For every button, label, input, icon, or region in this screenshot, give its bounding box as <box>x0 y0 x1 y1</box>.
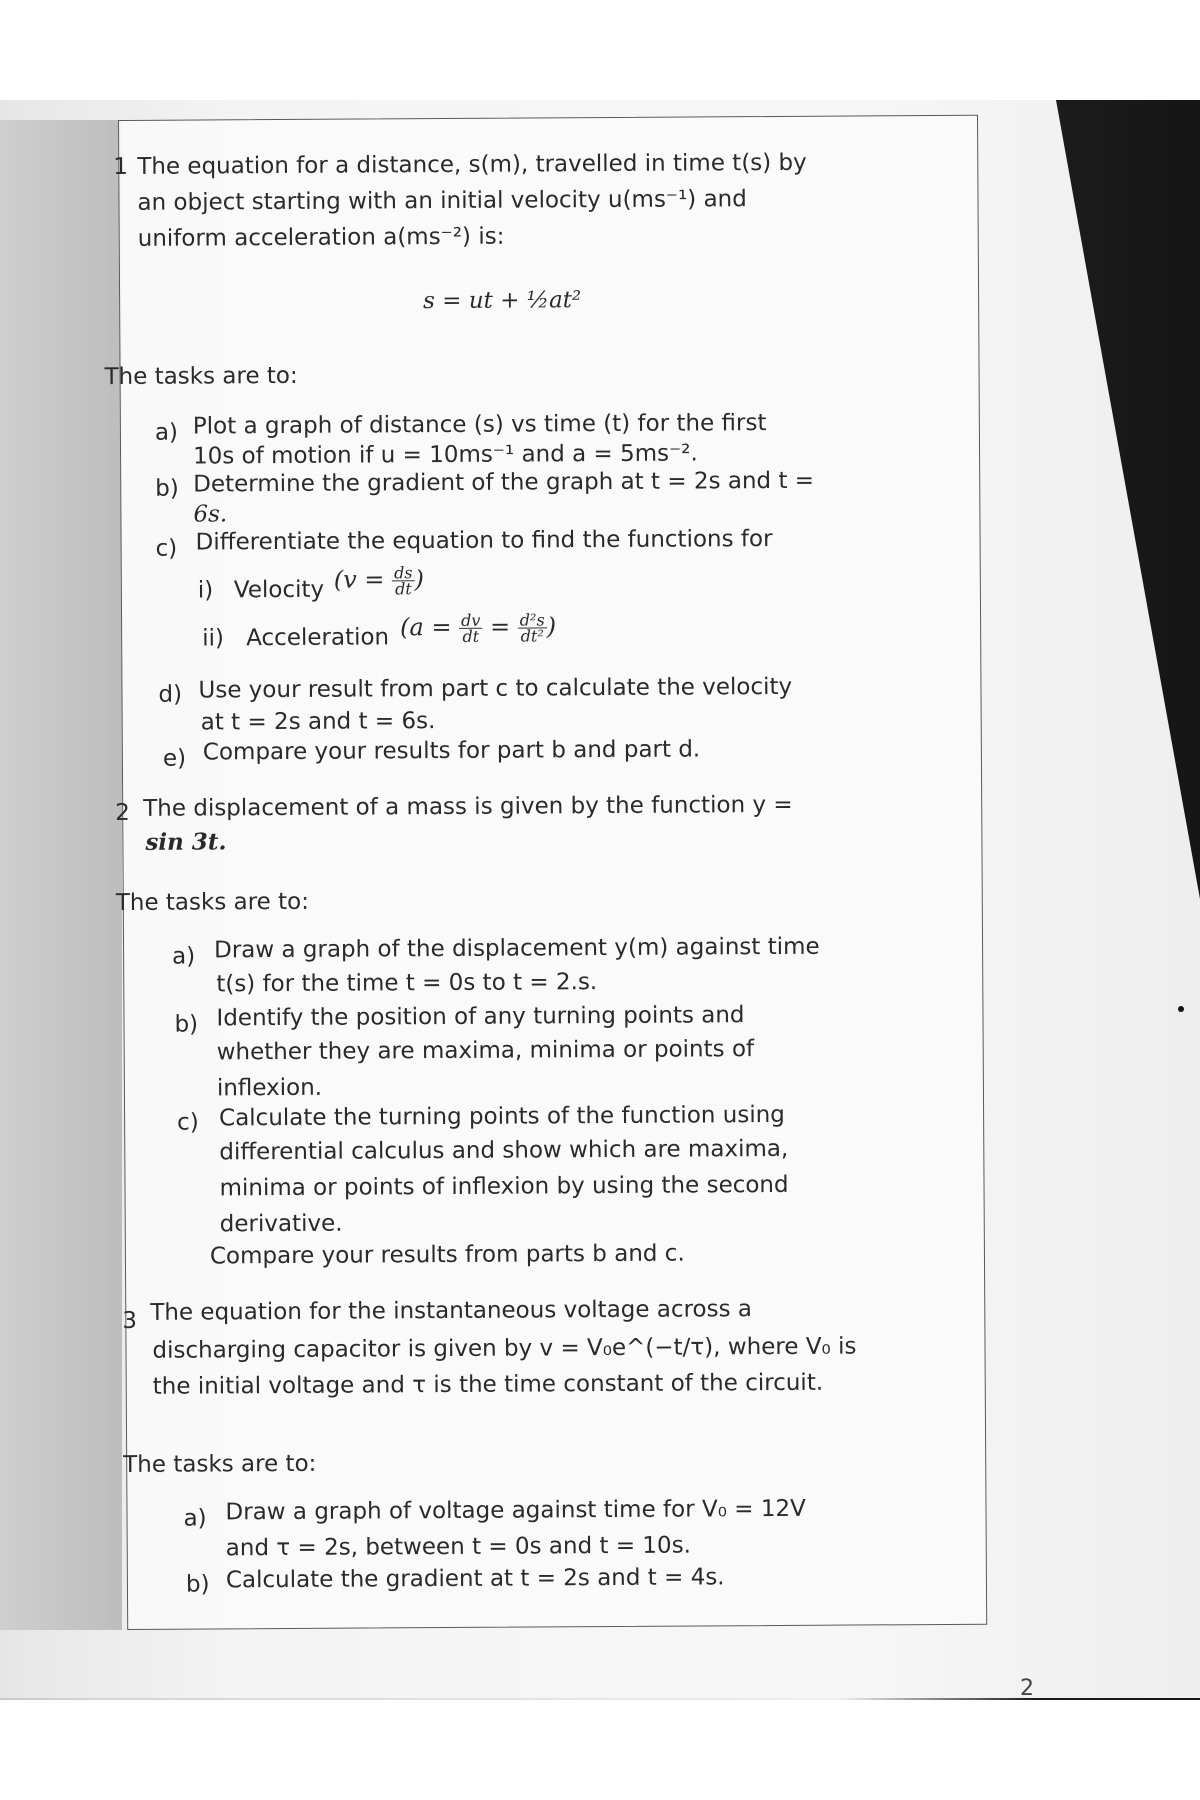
q2-c-line-4: derivative. <box>219 1210 343 1238</box>
q3-a-label: a) <box>183 1505 207 1532</box>
q1-cii-text: Acceleration <box>246 624 390 652</box>
q2-c-line-1: Calculate the turning points of the function using <box>219 1101 785 1132</box>
q1-intro-line-1: The equation for a distance, s(m), travelled in time t(s) by <box>137 149 807 180</box>
q3-b-label: b) <box>185 1571 210 1598</box>
q1-d-label: d) <box>158 681 183 708</box>
q2-intro-line-2: sin 3t. <box>145 828 227 856</box>
q3-a-line-2: and τ = 2s, between t = 0s and t = 10s. <box>225 1532 692 1562</box>
q2-c-line-5: Compare your results from parts b and c. <box>209 1240 685 1270</box>
q3-tasks-heading: The tasks are to: <box>123 1450 317 1478</box>
q1-velocity-formula: (v = $\frac{ds}{dt}$ ) <box>333 563 425 599</box>
q1-ci-text: Velocity <box>233 576 325 604</box>
q1-e-label: e) <box>162 745 187 772</box>
q1-ci-label: i) <box>197 577 214 604</box>
q2-a-line-1: Draw a graph of the displacement y(m) against time <box>213 933 820 964</box>
q1-acceleration-formula: (a = $\frac{dv}{dt}$ = $\frac{\text{d²s}}{\text{dt²}}$ ) <box>400 610 557 646</box>
q1-b-line-1: Determine the gradient of the graph at t = 2s and t = <box>193 467 815 498</box>
q2-c-line-3: minima or points of inflexion by using the second <box>219 1171 789 1202</box>
q1-number: 1 <box>113 153 129 181</box>
q3-b-line-1: Calculate the gradient at t = 2s and t = 4s. <box>225 1564 725 1594</box>
speck-mark <box>1178 1006 1184 1012</box>
q1-equation: s = ut + ½at² <box>423 287 582 315</box>
q2-c-line-2: differential calculus and show which are maxima, <box>219 1135 789 1166</box>
q2-b-label: b) <box>174 1011 199 1038</box>
q2-a-line-2: t(s) for the time t = 0s to t = 2.s. <box>216 969 598 998</box>
q1-d-line-2: at t = 2s and t = 6s. <box>200 708 436 736</box>
q1-a-label: a) <box>154 419 179 446</box>
q3-intro-line-2: discharging capacitor is given by v = V₀e^(−t/τ), where V₀ is <box>152 1333 857 1364</box>
q1-intro-line-2: an object starting with an initial velocity u(ms⁻¹) and <box>137 186 747 216</box>
q2-tasks-heading: The tasks are to: <box>115 888 310 917</box>
q1-a-line-2: 10s of motion if u = 10ms⁻¹ and a = 5ms⁻². <box>192 440 698 470</box>
q2-intro-line-1: The displacement of a mass is given by the function y = <box>143 791 793 822</box>
q1-d-line-1: Use your result from part c to calculate the velocity <box>198 673 793 704</box>
left-shadow-band <box>0 120 122 1630</box>
q2-a-label: a) <box>172 943 196 970</box>
q3-intro-line-3: the initial voltage and τ is the time constant of the circuit. <box>152 1369 824 1400</box>
q3-number: 3 <box>122 1307 138 1334</box>
q2-c-label: c) <box>177 1109 199 1136</box>
page-number: 2 <box>1020 1676 1034 1701</box>
q2-number: 2 <box>115 799 130 827</box>
q1-e-line-1: Compare your results for part b and part d. <box>202 736 701 766</box>
q2-b-line-3: inflexion. <box>216 1074 323 1102</box>
q1-c-label: c) <box>155 535 178 562</box>
q1-a-line-1: Plot a graph of distance (s) vs time (t) for the first <box>192 410 767 440</box>
q3-intro-line-1: The equation for the instantaneous voltage across a <box>150 1296 753 1326</box>
q3-a-line-1: Draw a graph of voltage against time for V₀ = 12V <box>225 1495 806 1526</box>
question-box <box>104 115 987 1630</box>
q2-b-line-1: Identify the position of any turning points and <box>216 1002 745 1032</box>
q1-tasks-heading: The tasks are to: <box>104 362 298 391</box>
q1-c-line-1: Differentiate the equation to find the functions for <box>195 526 773 556</box>
q1-intro-line-3: uniform acceleration a(ms⁻²) is: <box>137 223 505 252</box>
q1-b-label: b) <box>155 475 179 502</box>
q2-b-line-2: whether they are maxima, minima or points of <box>216 1036 755 1066</box>
q1-b-line-2: 6s. <box>193 501 228 528</box>
q1-cii-label: ii) <box>202 625 225 652</box>
